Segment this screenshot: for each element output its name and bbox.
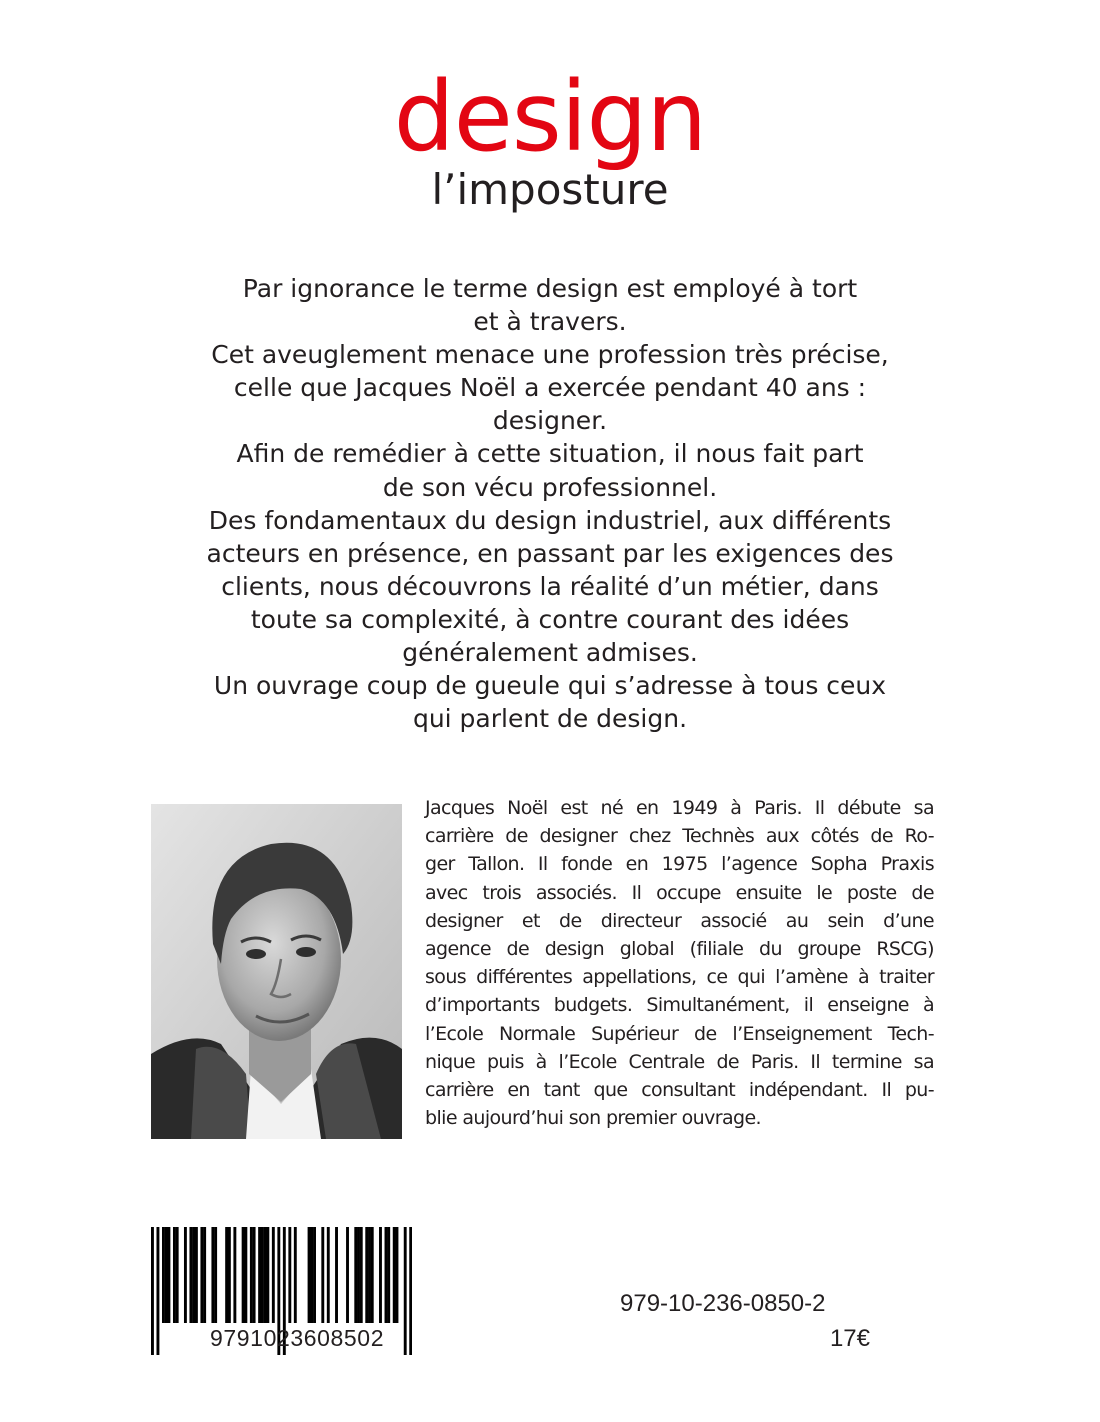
blurb-line: clients, nous découvrons la réalité d’un métier, dans <box>221 571 879 601</box>
blurb-line: de son vécu professionnel. <box>382 472 718 502</box>
blurb-line: toute sa complexité, à contre courant des idées <box>250 604 850 634</box>
barcode-bar <box>387 1227 390 1323</box>
bio-line: avec trois associés. Il occupe ensuite le poste de <box>425 881 934 904</box>
barcode-bar <box>258 1227 261 1323</box>
book-subtitle: l’imposture <box>431 165 669 214</box>
barcode-bar <box>308 1227 311 1323</box>
blurb-line: celle que Jacques Noël a exercée pendant 40 ans : <box>233 373 867 403</box>
author-portrait-icon <box>151 804 402 1139</box>
barcode-bar <box>167 1227 170 1323</box>
barcode-bar <box>335 1227 338 1323</box>
author-biography <box>425 794 934 1132</box>
barcode-bar <box>357 1227 360 1323</box>
bio-line: blie aujourd’hui son premier ouvrage. <box>425 1107 761 1130</box>
blurb-line: et à travers. <box>473 307 627 337</box>
barcode-bar <box>346 1227 349 1323</box>
book-title: design <box>393 61 707 173</box>
barcode-bar <box>162 1227 165 1323</box>
blurb-line: qui parlent de design. <box>412 704 688 734</box>
barcode-bar <box>211 1227 214 1323</box>
blurb-line: Des fondamentaux du design industriel, aux différents <box>208 505 892 535</box>
barcode-bar <box>176 1227 179 1323</box>
barcode-bar <box>214 1227 217 1323</box>
barcode-bar <box>385 1227 388 1323</box>
barcode-bar <box>184 1227 187 1323</box>
barcode-bar <box>203 1227 206 1323</box>
blurb-line: designer. <box>492 406 608 436</box>
barcode-bar <box>151 1227 154 1355</box>
barcode-bar <box>165 1227 168 1323</box>
barcode-bar <box>228 1227 231 1323</box>
barcode-bar <box>192 1227 195 1323</box>
author-photo <box>151 804 402 1139</box>
price-label: 17€ <box>829 1325 870 1352</box>
bio-line: Jacques Noël est né en 1949 à Paris. Il débute sa <box>425 797 934 819</box>
barcode-bar <box>173 1227 176 1323</box>
blurb-line: acteurs en présence, en passant par les exigences des <box>206 538 894 568</box>
barcode-bar <box>371 1227 374 1323</box>
blurb-line: Par ignorance le terme design est employé à tort <box>242 274 858 303</box>
bio-line: carrière de designer chez Technès aux côtés de Ro- <box>425 825 934 848</box>
blurb-line: Afin de remédier à cette situation, il nous fait part <box>236 439 864 469</box>
barcode-bar <box>156 1227 159 1355</box>
barcode-bar <box>272 1227 275 1323</box>
barcode-number: 9791023608502 <box>210 1325 385 1351</box>
bio-line: agence de design global (filiale du groupe RSCG) <box>425 938 934 961</box>
barcode-bar <box>242 1227 245 1323</box>
barcode-bar <box>396 1227 399 1323</box>
barcode-bar <box>368 1227 371 1323</box>
blurb-line: généralement admises. <box>402 638 698 668</box>
bio-line: l’Ecole Normale Supérieur de l’Enseignement Tech- <box>425 1022 934 1045</box>
barcode-bar <box>294 1227 297 1323</box>
barcode-bar <box>266 1227 269 1323</box>
barcode-bar <box>264 1227 267 1323</box>
barcode-bar <box>310 1227 313 1323</box>
barcode-bar <box>225 1227 228 1323</box>
barcode-bar <box>288 1227 291 1323</box>
bio-line: nique puis à l’Ecole Centrale de Paris. Il termine sa <box>425 1050 934 1073</box>
barcode-bar <box>200 1227 203 1323</box>
blurb-line: Un ouvrage coup de gueule qui s’adresse à tous ceux <box>213 671 887 701</box>
blurb-line: Cet aveuglement menace une profession très précise, <box>211 340 889 370</box>
barcode-bar <box>261 1227 264 1323</box>
barcode-bar <box>379 1227 382 1323</box>
barcode-bar <box>189 1227 192 1323</box>
barcode-bar <box>233 1227 236 1323</box>
barcode-bar <box>321 1227 324 1323</box>
bio-line: ger Tallon. Il fonde en 1975 l’agence Sopha Praxis <box>425 853 934 876</box>
bio-line: sous différentes appellations, ce qui l’amène à traiter <box>425 966 934 989</box>
barcode-bar <box>365 1227 368 1323</box>
barcode-bar <box>244 1227 247 1323</box>
barcode-bar <box>253 1227 256 1323</box>
bio-line: d’importants budgets. Simultanément, il enseigne à <box>425 994 934 1017</box>
barcode-bar <box>360 1227 363 1323</box>
barcode-bar <box>393 1227 396 1323</box>
barcode-bar <box>327 1227 330 1323</box>
bio-line: carrière en tant que consultant indépendant. Il pu- <box>425 1079 934 1102</box>
bio-line: designer et de directeur associé au sein d’une <box>425 909 934 932</box>
barcode-bar <box>354 1227 357 1323</box>
back-cover-blurb <box>200 272 900 735</box>
barcode-bar <box>313 1227 316 1323</box>
isbn-number: 979-10-236-0850-2 <box>620 1290 826 1317</box>
barcode-bar <box>195 1227 198 1323</box>
barcode-bar <box>250 1227 253 1323</box>
